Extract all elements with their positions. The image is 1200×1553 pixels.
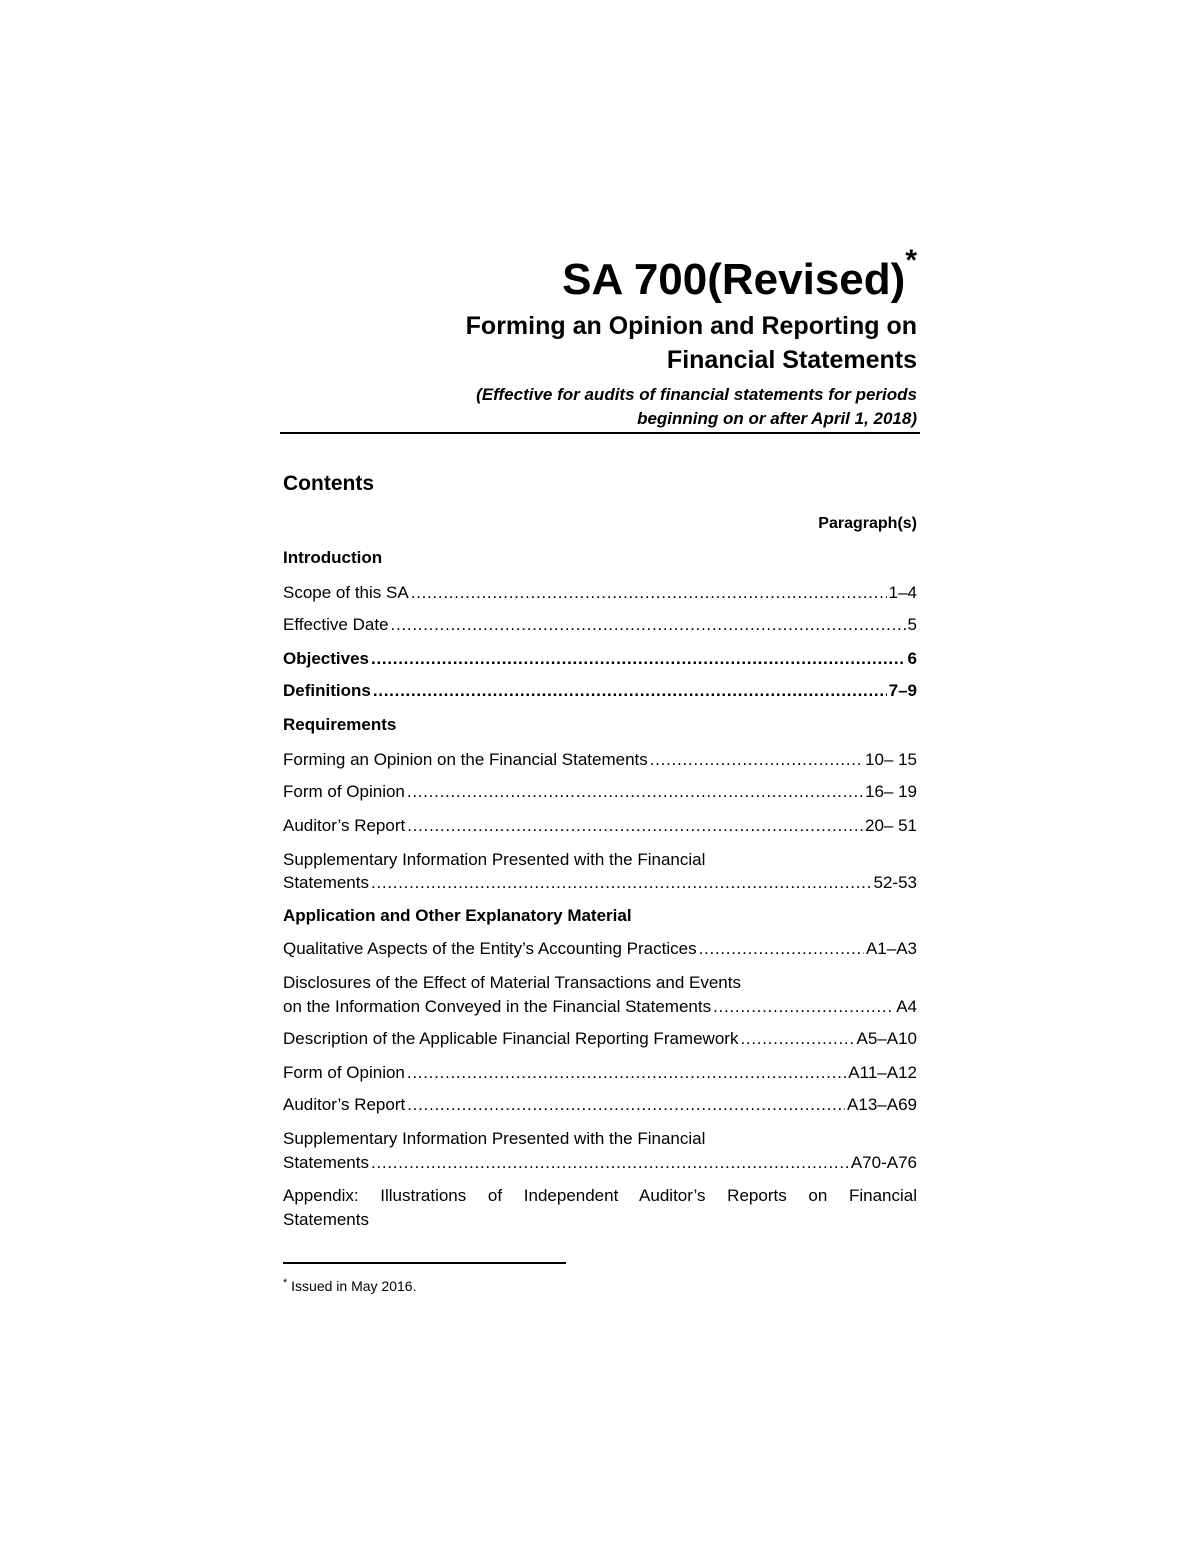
- toc-entry-label: Form of Opinion: [283, 1063, 405, 1082]
- contents-heading: Contents: [283, 472, 374, 495]
- toc-entry-paragraphs: 5: [907, 615, 917, 634]
- toc-entry[interactable]: [283, 780, 917, 804]
- dot-leader: [407, 814, 863, 838]
- subtitle-line-1: Forming an Opinion and Reporting on: [465, 312, 917, 340]
- toc-entry-label: Auditor’s Report: [283, 1095, 406, 1114]
- toc-entry-appendix-line-1[interactable]: Appendix: Illustrations of Independent Auditor’s Reports on Financial: [283, 1186, 917, 1205]
- dot-leader: [699, 937, 864, 961]
- section-heading-introduction: Introduction: [283, 548, 383, 567]
- toc-entry-paragraphs: 16– 19: [865, 782, 917, 801]
- toc-entry[interactable]: [283, 937, 917, 961]
- footnote: [283, 1276, 416, 1296]
- section-heading-requirements: Requirements: [283, 715, 397, 734]
- dot-leader: [391, 613, 906, 637]
- footnote-divider: [283, 1262, 566, 1264]
- toc-entry-paragraphs: A4: [896, 997, 917, 1016]
- toc-entry-paragraphs: 1–4: [888, 583, 917, 602]
- toc-entry-paragraphs: 6: [907, 649, 917, 668]
- toc-entry-label: Statements: [283, 873, 369, 892]
- document-subtitle: [283, 309, 917, 377]
- toc-entry-paragraphs: A11–A12: [848, 1063, 917, 1082]
- section-heading-application: Application and Other Explanatory Material: [283, 906, 632, 925]
- toc-entry-label-line-1: Supplementary Information Presented with the Financial: [283, 850, 706, 869]
- toc-entry-definitions[interactable]: [283, 679, 917, 703]
- toc-entry[interactable]: [283, 613, 917, 637]
- toc-entry[interactable]: [283, 1151, 917, 1175]
- dot-leader: [407, 1061, 846, 1085]
- footnote-text: Issued in May 2016.: [291, 1278, 417, 1294]
- dot-leader: [373, 679, 887, 703]
- effective-line-1: (Effective for audits of financial statements for periods: [476, 385, 917, 404]
- toc-entry-label: Objectives: [283, 649, 369, 668]
- toc-entry-paragraphs: 20– 51: [865, 816, 917, 835]
- toc-entry-paragraphs: 52-53: [873, 873, 917, 892]
- toc-entry-label: Effective Date: [283, 615, 389, 634]
- dot-leader: [740, 1027, 854, 1051]
- toc-entry[interactable]: [283, 814, 917, 838]
- dot-leader: [371, 871, 872, 895]
- toc-entry-paragraphs: A1–A3: [865, 939, 917, 958]
- toc-entry-paragraphs: 10– 15: [865, 750, 917, 769]
- dot-leader: [371, 647, 906, 671]
- subtitle-line-2: Financial Statements: [666, 346, 917, 374]
- title-text: SA 700(Revised): [562, 255, 906, 304]
- dot-leader: [371, 1151, 849, 1175]
- toc-entry-label: Auditor’s Report: [283, 816, 406, 835]
- toc-entry-objectives[interactable]: [283, 647, 917, 671]
- dot-leader: [650, 748, 863, 772]
- toc-entry-paragraphs: A70-A76: [850, 1153, 917, 1172]
- toc-entry-label: Forming an Opinion on the Financial Statements: [283, 750, 648, 769]
- paragraph-column-label: Paragraph(s): [818, 515, 917, 532]
- toc-entry-label: Definitions: [283, 681, 371, 700]
- toc-entry-paragraphs: A5–A10: [856, 1029, 917, 1048]
- toc-entry-label: on the Information Conveyed in the Financial Statements: [283, 997, 712, 1016]
- toc-entry-label-line-1: Disclosures of the Effect of Material Transactions and Events: [283, 973, 741, 992]
- toc-entry[interactable]: [283, 581, 917, 605]
- toc-entry-label: Form of Opinion: [283, 782, 405, 801]
- footnote-marker: *: [283, 1277, 288, 1289]
- toc-entry[interactable]: [283, 1061, 917, 1085]
- toc-entry[interactable]: [283, 1027, 917, 1051]
- toc-entry[interactable]: [283, 995, 917, 1019]
- toc-entry[interactable]: [283, 871, 917, 895]
- toc-entry[interactable]: [283, 1093, 917, 1117]
- toc-entry-label: Qualitative Aspects of the Entity’s Accounting Practices: [283, 939, 697, 958]
- title-footnote-marker: *: [905, 244, 917, 277]
- toc-entry[interactable]: [283, 748, 917, 772]
- toc-entry-paragraphs: 7–9: [888, 681, 917, 700]
- effective-date-note: [283, 383, 917, 431]
- toc-entry-label: Description of the Applicable Financial Reporting Framework: [283, 1029, 739, 1048]
- toc-entry-label-line-1: Supplementary Information Presented with the Financial: [283, 1129, 706, 1148]
- dot-leader: [407, 780, 863, 804]
- document-title: [283, 244, 917, 308]
- dot-leader: [713, 995, 894, 1019]
- dot-leader: [411, 581, 887, 605]
- effective-line-2: beginning on or after April 1, 2018): [637, 409, 917, 428]
- toc-entry-appendix-line-2: Statements: [283, 1210, 369, 1229]
- dot-leader: [407, 1093, 845, 1117]
- header-divider: [280, 432, 920, 434]
- toc-entry-label: Scope of this SA: [283, 583, 409, 602]
- toc-entry-label: Statements: [283, 1153, 369, 1172]
- toc-entry-paragraphs: A13–A69: [847, 1095, 917, 1114]
